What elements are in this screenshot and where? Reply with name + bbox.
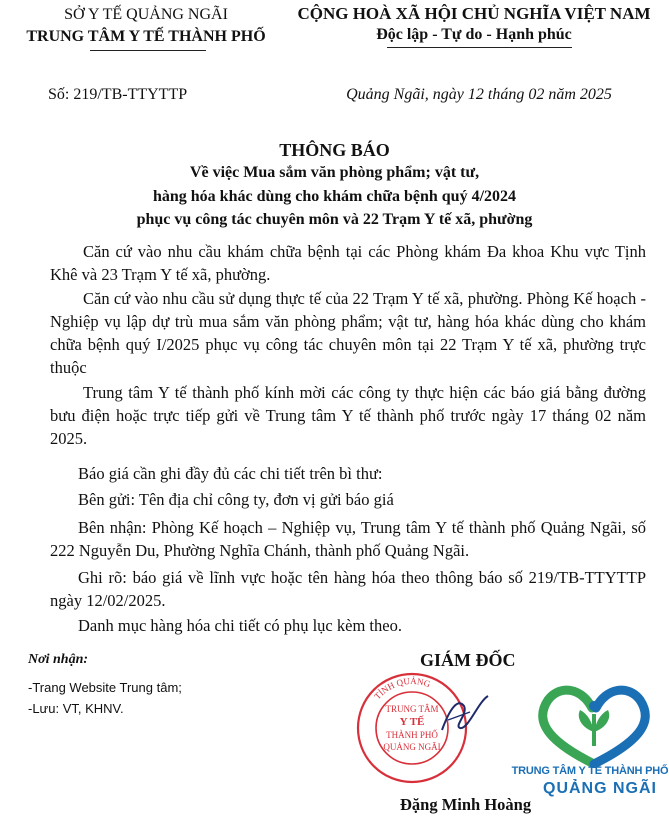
- issuer-underline: [90, 50, 206, 51]
- stamp-ring: [358, 674, 466, 782]
- stamp-center-line-1: TRUNG TÂM: [385, 704, 439, 714]
- issuer-parent-org: SỞ Y TẾ QUẢNG NGÃI: [64, 6, 228, 23]
- document-heading: THÔNG BÁO: [279, 140, 390, 160]
- logo-text-line-1: TRUNG TÂM Y TẾ THÀNH PHỐ: [511, 765, 669, 777]
- national-motto: Độc lập - Tự do - Hạnh phúc: [376, 26, 572, 43]
- signer-role: GIÁM ĐỐC: [420, 650, 516, 670]
- subject-line-3: phục vụ công tác chuyên môn và 22 Trạm Y tế xã, phường: [136, 211, 533, 228]
- recipient-item: -Lưu: VT, KHNV.: [28, 701, 124, 716]
- document-number: Số: 219/TB-TTYTTP: [48, 86, 188, 103]
- body-paragraph-8: Danh mục hàng hóa chi tiết có phụ lục kèm theo.: [78, 616, 402, 635]
- body-paragraph-5: Bên gửi: Tên địa chỉ công ty, đơn vị gửi báo giá: [78, 490, 394, 509]
- body-paragraph-1: Căn cứ vào nhu cầu khám chữa bệnh tại các Phòng khám Đa khoa Khu vực Tịnh Khê và 23 Trạm Y tế xã, phường.: [50, 242, 646, 284]
- issuer-org: TRUNG TÂM Y TẾ THÀNH PHỐ: [26, 28, 266, 45]
- body-paragraph-3: Trung tâm Y tế thành phố kính mời các công ty thực hiện các báo giá bằng đường bưu điện hoặc trực tiếp gửi về Trung tâm Y tế thành phố trước ngày 17 tháng 02 năm 2025.: [50, 383, 646, 448]
- subject-line-2: hàng hóa khác dùng cho khám chữa bệnh quý 4/2024: [152, 188, 517, 205]
- motto-underline: [387, 47, 572, 48]
- stamp-ring-text: TỈNH QUẢNG: [372, 675, 432, 702]
- stamp-center-line-3: THÀNH PHỐ: [386, 730, 438, 740]
- signer-name: Đặng Minh Hoàng: [400, 795, 532, 814]
- official-stamp: [350, 668, 490, 788]
- organization-logo: [530, 684, 660, 768]
- body-paragraph-4: Báo giá cần ghi đầy đủ các chi tiết trên bì thư:: [78, 464, 383, 483]
- stamp-center-line-4: QUẢNG NGÃI: [383, 742, 441, 752]
- place-date: Quảng Ngãi, ngày 12 tháng 02 năm 2025: [346, 86, 612, 103]
- body-paragraph-2: Căn cứ vào nhu cầu sử dụng thực tế của 22 Trạm Y tế xã, phường. Phòng Kế hoạch - Nghiệp vụ lập dự trù mua sắm văn phòng phẩm; vật tư, hàng hóa khác dùng cho khám chữa bệnh quý I/2025 phục vụ công tác chuyên môn tại 22 Trạm Y tế xã, phường trực thuộc: [50, 289, 646, 377]
- logo-text-line-2: QUẢNG NGÃI: [543, 780, 657, 797]
- body-paragraph-7: Ghi rõ: báo giá về lĩnh vực hoặc tên hàng hóa theo thông báo số 219/TB-TTYTTP ngày 12/02/2025.: [50, 568, 646, 610]
- stamp-center-line-2: Y TẾ: [399, 716, 425, 728]
- body-paragraph-6: Bên nhận: Phòng Kế hoạch – Nghiệp vụ, Trung tâm Y tế thành phố Quảng Ngãi, số 222 Nguyễn Du, Phường Nghĩa Chánh, thành phố Quảng Ngãi.: [50, 518, 646, 560]
- recipients-title: Nơi nhận:: [28, 652, 89, 667]
- national-title: CỘNG HOÀ XÃ HỘI CHỦ NGHĨA VIỆT NAM: [297, 4, 651, 23]
- subject-line-1: Về việc Mua sắm văn phòng phẩm; vật tư,: [189, 164, 480, 181]
- recipient-item: -Trang Website Trung tâm;: [28, 680, 182, 695]
